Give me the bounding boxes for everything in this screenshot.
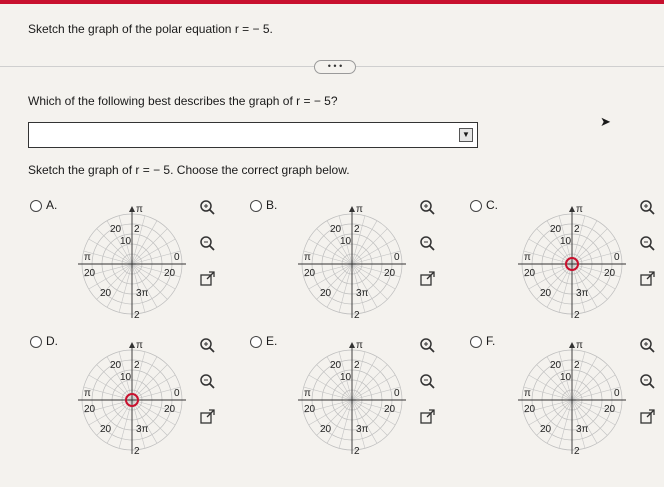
chevron-down-icon[interactable]: ▼ [459,128,473,142]
label-twenty: 20 [524,268,536,279]
label-ten: 10 [120,372,132,383]
zoom-in-icon[interactable] [418,336,436,354]
option-label: C. [486,198,498,212]
axis-arrow [349,342,355,348]
label-twenty: 20 [524,404,536,415]
label-twenty: 20 [550,224,562,235]
label-pi: π [304,252,311,263]
label-twenty: 20 [100,424,112,435]
label-twenty: 20 [540,288,552,299]
zoom-out-icon[interactable] [638,372,656,390]
polar-graph-b [296,200,408,320]
label-zero: 0 [394,388,400,399]
option-radio-a[interactable] [30,200,42,212]
label-twenty: 20 [540,424,552,435]
label-twenty: 20 [604,268,616,279]
axis-arrow [569,342,575,348]
label-ten: 10 [340,372,352,383]
label-twenty: 20 [550,360,562,371]
label-twenty: 20 [304,404,316,415]
zoom-out-icon[interactable] [198,372,216,390]
label-three-pi-half: 2 [354,446,360,456]
label-ten: 10 [340,236,352,247]
more-button[interactable]: • • • [314,60,356,74]
sub-question: Which of the following best describes the graph of r = − 5? [28,94,338,108]
label-three-pi-half: 2 [134,310,140,320]
label-zero: 0 [174,252,180,263]
external-link-icon[interactable] [418,270,436,288]
zoom-out-icon[interactable] [638,234,656,252]
external-link-icon[interactable] [638,270,656,288]
axis-arrow [129,206,135,212]
option-radio-b[interactable] [250,200,262,212]
axis-arrow [569,206,575,212]
label-twenty: 20 [384,404,396,415]
axis-arrow [129,342,135,348]
axis-arrow [349,206,355,212]
label-zero: 0 [174,388,180,399]
zoom-in-icon[interactable] [418,198,436,216]
option-radio-c[interactable] [470,200,482,212]
label-pi-half: π [136,204,143,215]
label-pi: π [524,388,531,399]
polar-graph-f [516,336,628,456]
label-three-pi-half: 3π [356,424,369,435]
answer-dropdown[interactable] [28,122,478,148]
label-ten: 10 [560,236,572,247]
polar-graph-c [516,200,628,320]
mouse-cursor-icon: ➤ [600,114,611,129]
label-zero: 0 [614,388,620,399]
option-label: A. [46,198,58,212]
label-pi: π [84,252,91,263]
label-twenty: 20 [110,224,122,235]
label-twenty: 20 [164,268,176,279]
top-accent-bar [0,0,664,4]
polar-graph-e [296,336,408,456]
label-twenty: 20 [100,288,112,299]
label-ten: 10 [120,236,132,247]
label-twenty: 20 [330,360,342,371]
label-twenty: 20 [84,404,96,415]
label-zero: 0 [394,252,400,263]
label-pi-half: 2 [354,224,360,235]
label-twenty: 20 [164,404,176,415]
zoom-out-icon[interactable] [198,234,216,252]
label-twenty: 20 [320,288,332,299]
label-twenty: 20 [604,404,616,415]
label-twenty: 20 [304,268,316,279]
label-three-pi-half: 2 [134,446,140,456]
zoom-in-icon[interactable] [198,336,216,354]
sketch-instruction: Sketch the graph of r = − 5. Choose the correct graph below. [28,163,350,177]
label-pi-half: π [136,340,143,351]
label-twenty: 20 [384,268,396,279]
external-link-icon[interactable] [418,408,436,426]
label-three-pi-half: 3π [356,288,369,299]
polar-graph-a [76,200,188,320]
label-twenty: 20 [330,224,342,235]
external-link-icon[interactable] [638,408,656,426]
label-pi-half: 2 [574,360,580,371]
zoom-out-icon[interactable] [418,372,436,390]
label-three-pi-half: 3π [576,288,589,299]
label-pi-half: 2 [134,360,140,371]
label-pi-half: π [576,204,583,215]
external-link-icon[interactable] [198,270,216,288]
zoom-in-icon[interactable] [638,198,656,216]
label-pi: π [304,388,311,399]
label-twenty: 20 [110,360,122,371]
label-three-pi-half: 2 [574,446,580,456]
label-three-pi-half: 2 [574,310,580,320]
label-three-pi-half: 3π [136,288,149,299]
label-pi-half: π [356,340,363,351]
external-link-icon[interactable] [198,408,216,426]
zoom-in-icon[interactable] [198,198,216,216]
polar-graph-d [76,336,188,456]
label-zero: 0 [614,252,620,263]
option-radio-d[interactable] [30,336,42,348]
label-pi: π [84,388,91,399]
option-radio-e[interactable] [250,336,262,348]
label-pi: π [524,252,531,263]
option-radio-f[interactable] [470,336,482,348]
option-label: F. [486,334,496,348]
label-three-pi-half: 3π [136,424,149,435]
option-label: B. [266,198,278,212]
label-pi-half: π [356,204,363,215]
label-twenty: 20 [320,424,332,435]
zoom-out-icon[interactable] [418,234,436,252]
label-ten: 10 [560,372,572,383]
label-pi-half: 2 [134,224,140,235]
zoom-in-icon[interactable] [638,336,656,354]
option-label: D. [46,334,58,348]
label-three-pi-half: 3π [576,424,589,435]
label-twenty: 20 [84,268,96,279]
label-pi-half: 2 [354,360,360,371]
label-pi-half: 2 [574,224,580,235]
option-label: E. [266,334,278,348]
label-three-pi-half: 2 [354,310,360,320]
label-pi-half: π [576,340,583,351]
question-prompt: Sketch the graph of the polar equation r = − 5. [28,22,273,36]
